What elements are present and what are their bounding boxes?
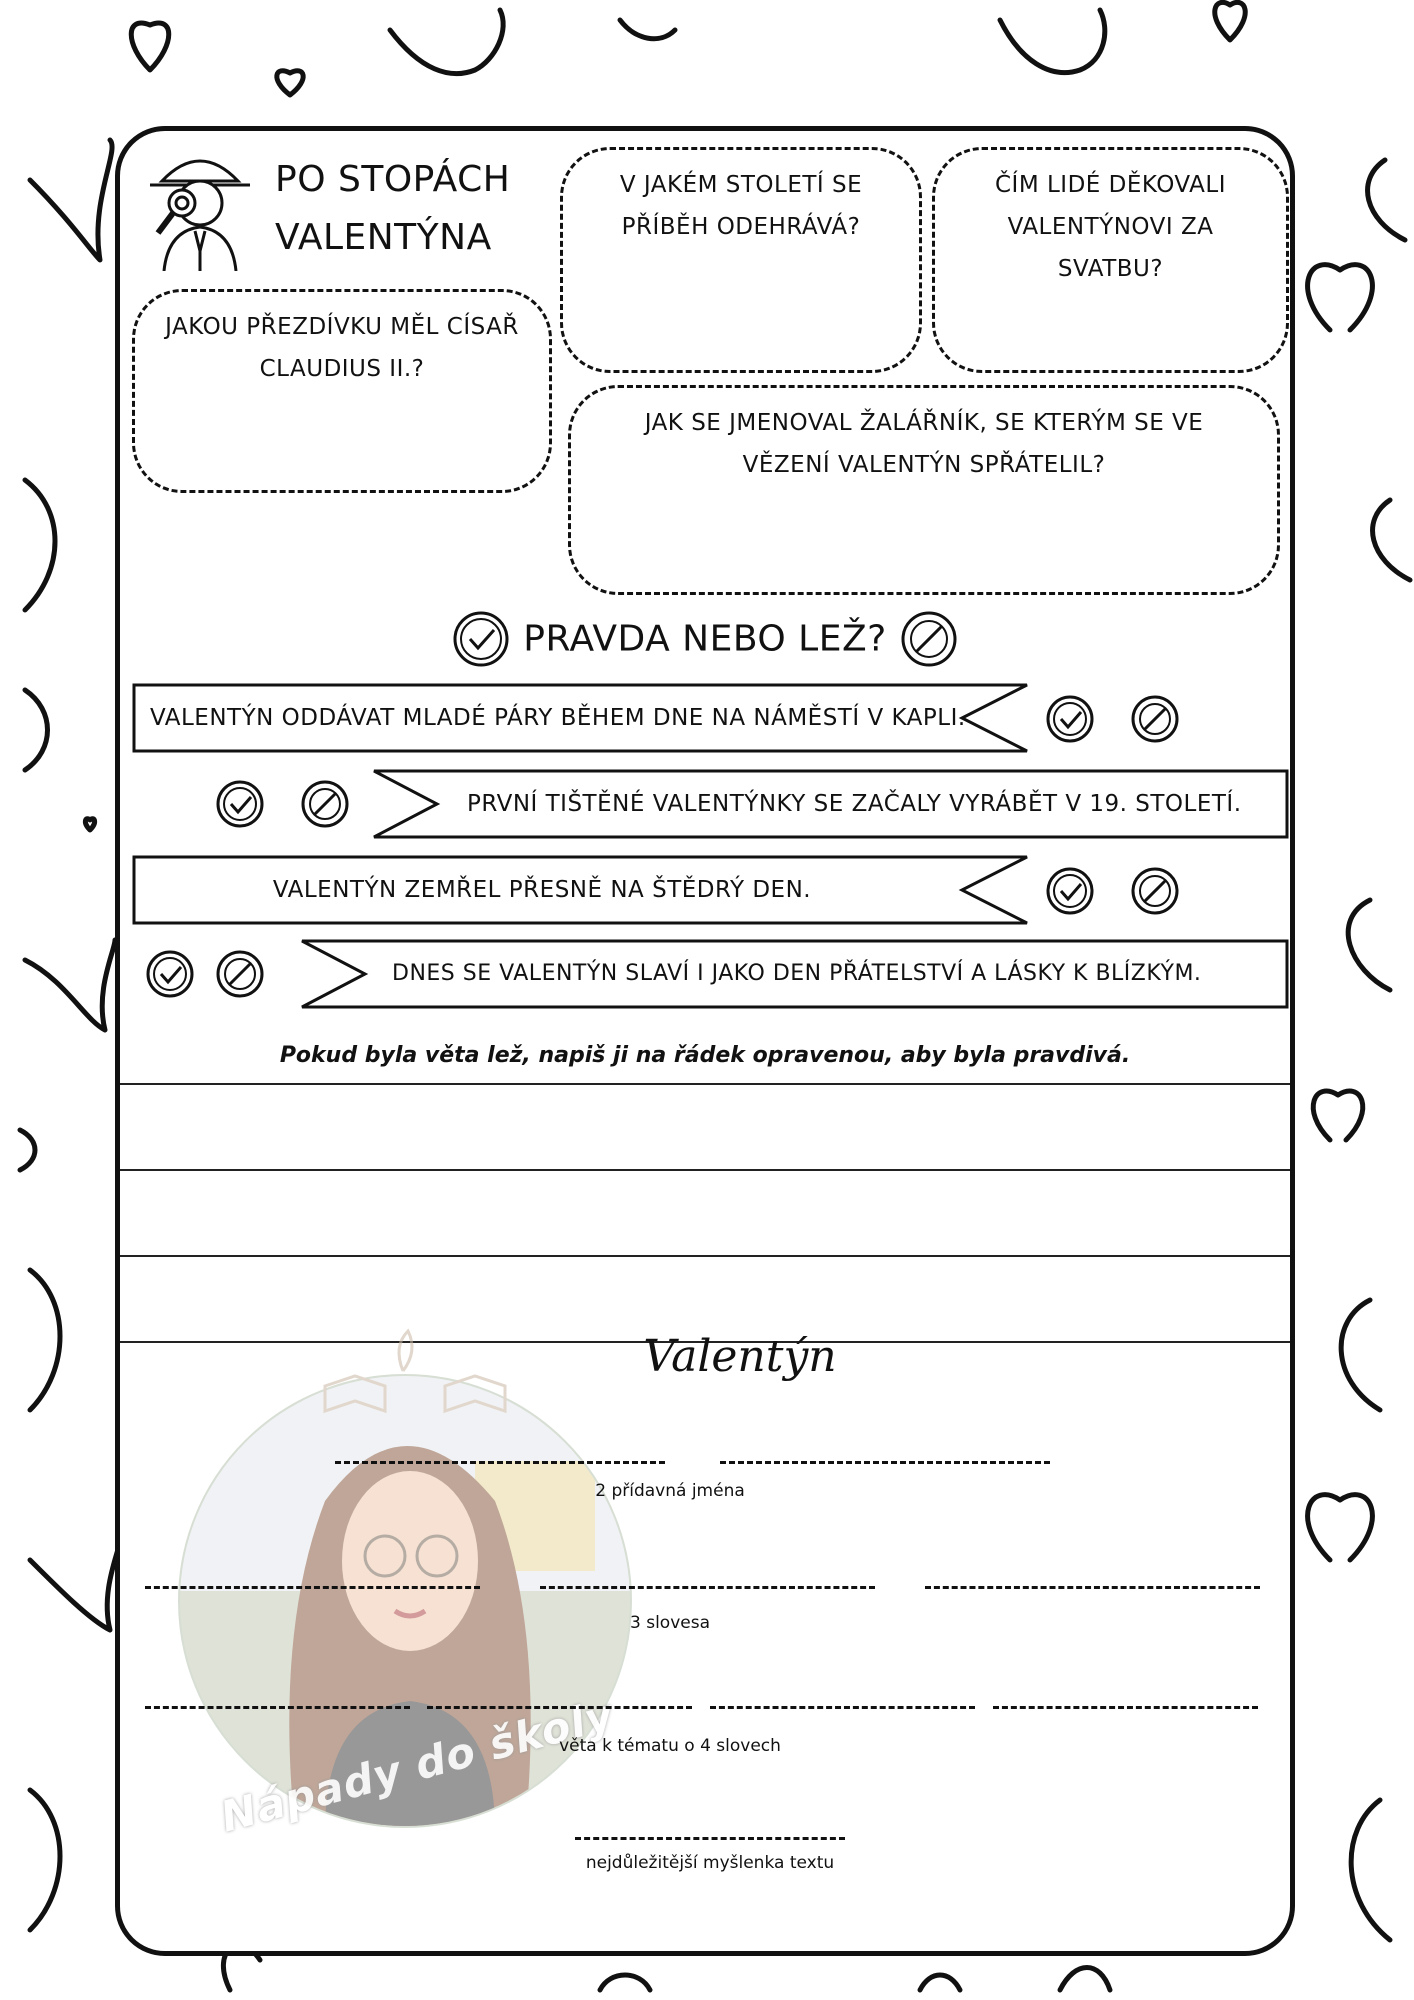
statement-text: VALENTÝN ODDÁVAT MLADÉ PÁRY BĚHEM DNE NA NÁMĚSTÍ V KAPLI.: [150, 705, 966, 731]
sentence-blank-3[interactable]: [710, 1706, 975, 1709]
true-false-heading-text: PRAVDA NEBO LEŽ?: [523, 618, 887, 660]
question-text: V JAKÉM STOLETÍ SE PŘÍBĚH ODEHRÁVÁ?: [619, 172, 863, 240]
heart-icon: [30, 1790, 60, 1930]
statement-row-3: [132, 853, 1032, 927]
sentence-blank-1[interactable]: [145, 1706, 410, 1709]
worksheet-card: [115, 126, 1295, 1956]
correction-instruction: Pokud byla věta lež, napiš ji na řádek opravenou, aby byla pravdivá.: [279, 1043, 1131, 1068]
question-box-jailer[interactable]: [568, 385, 1280, 595]
heart-icon: [30, 1540, 120, 1630]
heart-icon: [1308, 1495, 1373, 1560]
question-box-nickname[interactable]: [132, 289, 552, 493]
detective-icon: [140, 141, 260, 271]
false-checkbox[interactable]: [218, 952, 262, 996]
heart-icon: [30, 140, 112, 260]
true-false-heading: [120, 609, 1290, 669]
statement-row-1: [132, 681, 1032, 755]
question-box-century[interactable]: [560, 147, 922, 373]
adjective-blank-2[interactable]: [720, 1461, 1050, 1464]
true-checkbox[interactable]: [1048, 697, 1092, 741]
title-line-2: VALENTÝNA: [275, 217, 492, 258]
statement-row-2: [372, 767, 1290, 841]
false-checkbox[interactable]: [1133, 697, 1177, 741]
cinquain-topic-word: Valentýn: [643, 1331, 837, 1382]
heart-icon: [1000, 10, 1105, 73]
heart-icon: [1368, 160, 1405, 240]
heart-icon: [390, 10, 503, 74]
heart-icon: [1351, 1800, 1390, 1940]
sentence-blank-2[interactable]: [427, 1706, 692, 1709]
heart-icon: [20, 1130, 35, 1170]
page-title: [275, 151, 510, 267]
main-idea-blank[interactable]: [575, 1837, 845, 1840]
check-circle-icon: [451, 609, 511, 669]
heart-icon: [1373, 500, 1410, 580]
verb-blank-2[interactable]: [540, 1586, 875, 1589]
adjective-blank-1[interactable]: [335, 1461, 665, 1464]
answer-choices-1: [1045, 694, 1205, 748]
heart-icon: [85, 819, 94, 830]
question-text: JAKOU PŘEZDÍVKU MĚL CÍSAŘ CLAUDIUS II.?: [165, 314, 519, 382]
title-line-1: PO STOPÁCH: [275, 159, 511, 200]
statement-row-4: [300, 937, 1290, 1011]
heart-icon: [620, 20, 675, 39]
heart-icon: [920, 1975, 960, 1990]
answer-choices-4: [145, 949, 305, 1003]
heart-icon: [131, 23, 169, 70]
heart-icon: [600, 1975, 650, 1990]
heart-icon: [1060, 1968, 1110, 1991]
statement-text: DNES SE VALENTÝN SLAVÍ I JAKO DEN PŘÁTELSTVÍ A LÁSKY K BLÍZKÝM.: [392, 961, 1202, 986]
heart-icon: [1308, 265, 1373, 330]
writing-line-2[interactable]: [115, 1169, 1295, 1171]
prohibited-circle-icon: [899, 609, 959, 669]
verb-blank-3[interactable]: [925, 1586, 1260, 1589]
writing-line-1[interactable]: [115, 1083, 1295, 1085]
question-text: JAK SE JMENOVAL ŽALÁŘNÍK, SE KTERÝM SE VE VĚZENÍ VALENTÝN SPŘÁTELIL?: [644, 410, 1204, 478]
true-checkbox[interactable]: [218, 782, 262, 826]
heart-icon: [25, 690, 48, 770]
heart-icon: [1348, 900, 1390, 990]
sentence-blank-4[interactable]: [993, 1706, 1258, 1709]
heart-icon: [25, 940, 115, 1030]
answer-choices-3: [1045, 866, 1205, 920]
statement-text: VALENTÝN ZEMŘEL PŘESNĚ NA ŠTĚDRÝ DEN.: [272, 877, 812, 903]
heart-icon: [1215, 2, 1245, 40]
verb-blank-1[interactable]: [145, 1586, 480, 1589]
false-checkbox[interactable]: [1133, 869, 1177, 913]
answer-choices-2: [215, 779, 375, 833]
heart-icon: [277, 71, 303, 95]
question-box-thanks[interactable]: [932, 147, 1289, 373]
caption-main-idea: nejdůležitější myšlenka textu: [585, 1853, 835, 1873]
heart-icon: [30, 1270, 60, 1410]
true-checkbox[interactable]: [148, 952, 192, 996]
statement-text: PRVNÍ TIŠTĚNÉ VALENTÝNKY SE ZAČALY VYRÁBĚT V 19. STOLETÍ.: [467, 791, 1242, 817]
caption-adjectives: 2 přídavná jména: [595, 1481, 745, 1501]
heart-icon: [1341, 1300, 1380, 1410]
caption-sentence: věta k tématu o 4 slovech: [559, 1736, 781, 1756]
false-checkbox[interactable]: [303, 782, 347, 826]
writing-line-3[interactable]: [115, 1255, 1295, 1257]
question-text: ČÍM LIDÉ DĚKOVALI VALENTÝNOVI ZA SVATBU?: [994, 172, 1226, 282]
heart-icon: [1313, 1091, 1363, 1140]
watermark-text: Nápady do školy: [215, 1689, 620, 1842]
caption-verbs: 3 slovesa: [630, 1613, 710, 1633]
heart-icon: [25, 480, 55, 610]
true-checkbox[interactable]: [1048, 869, 1092, 913]
